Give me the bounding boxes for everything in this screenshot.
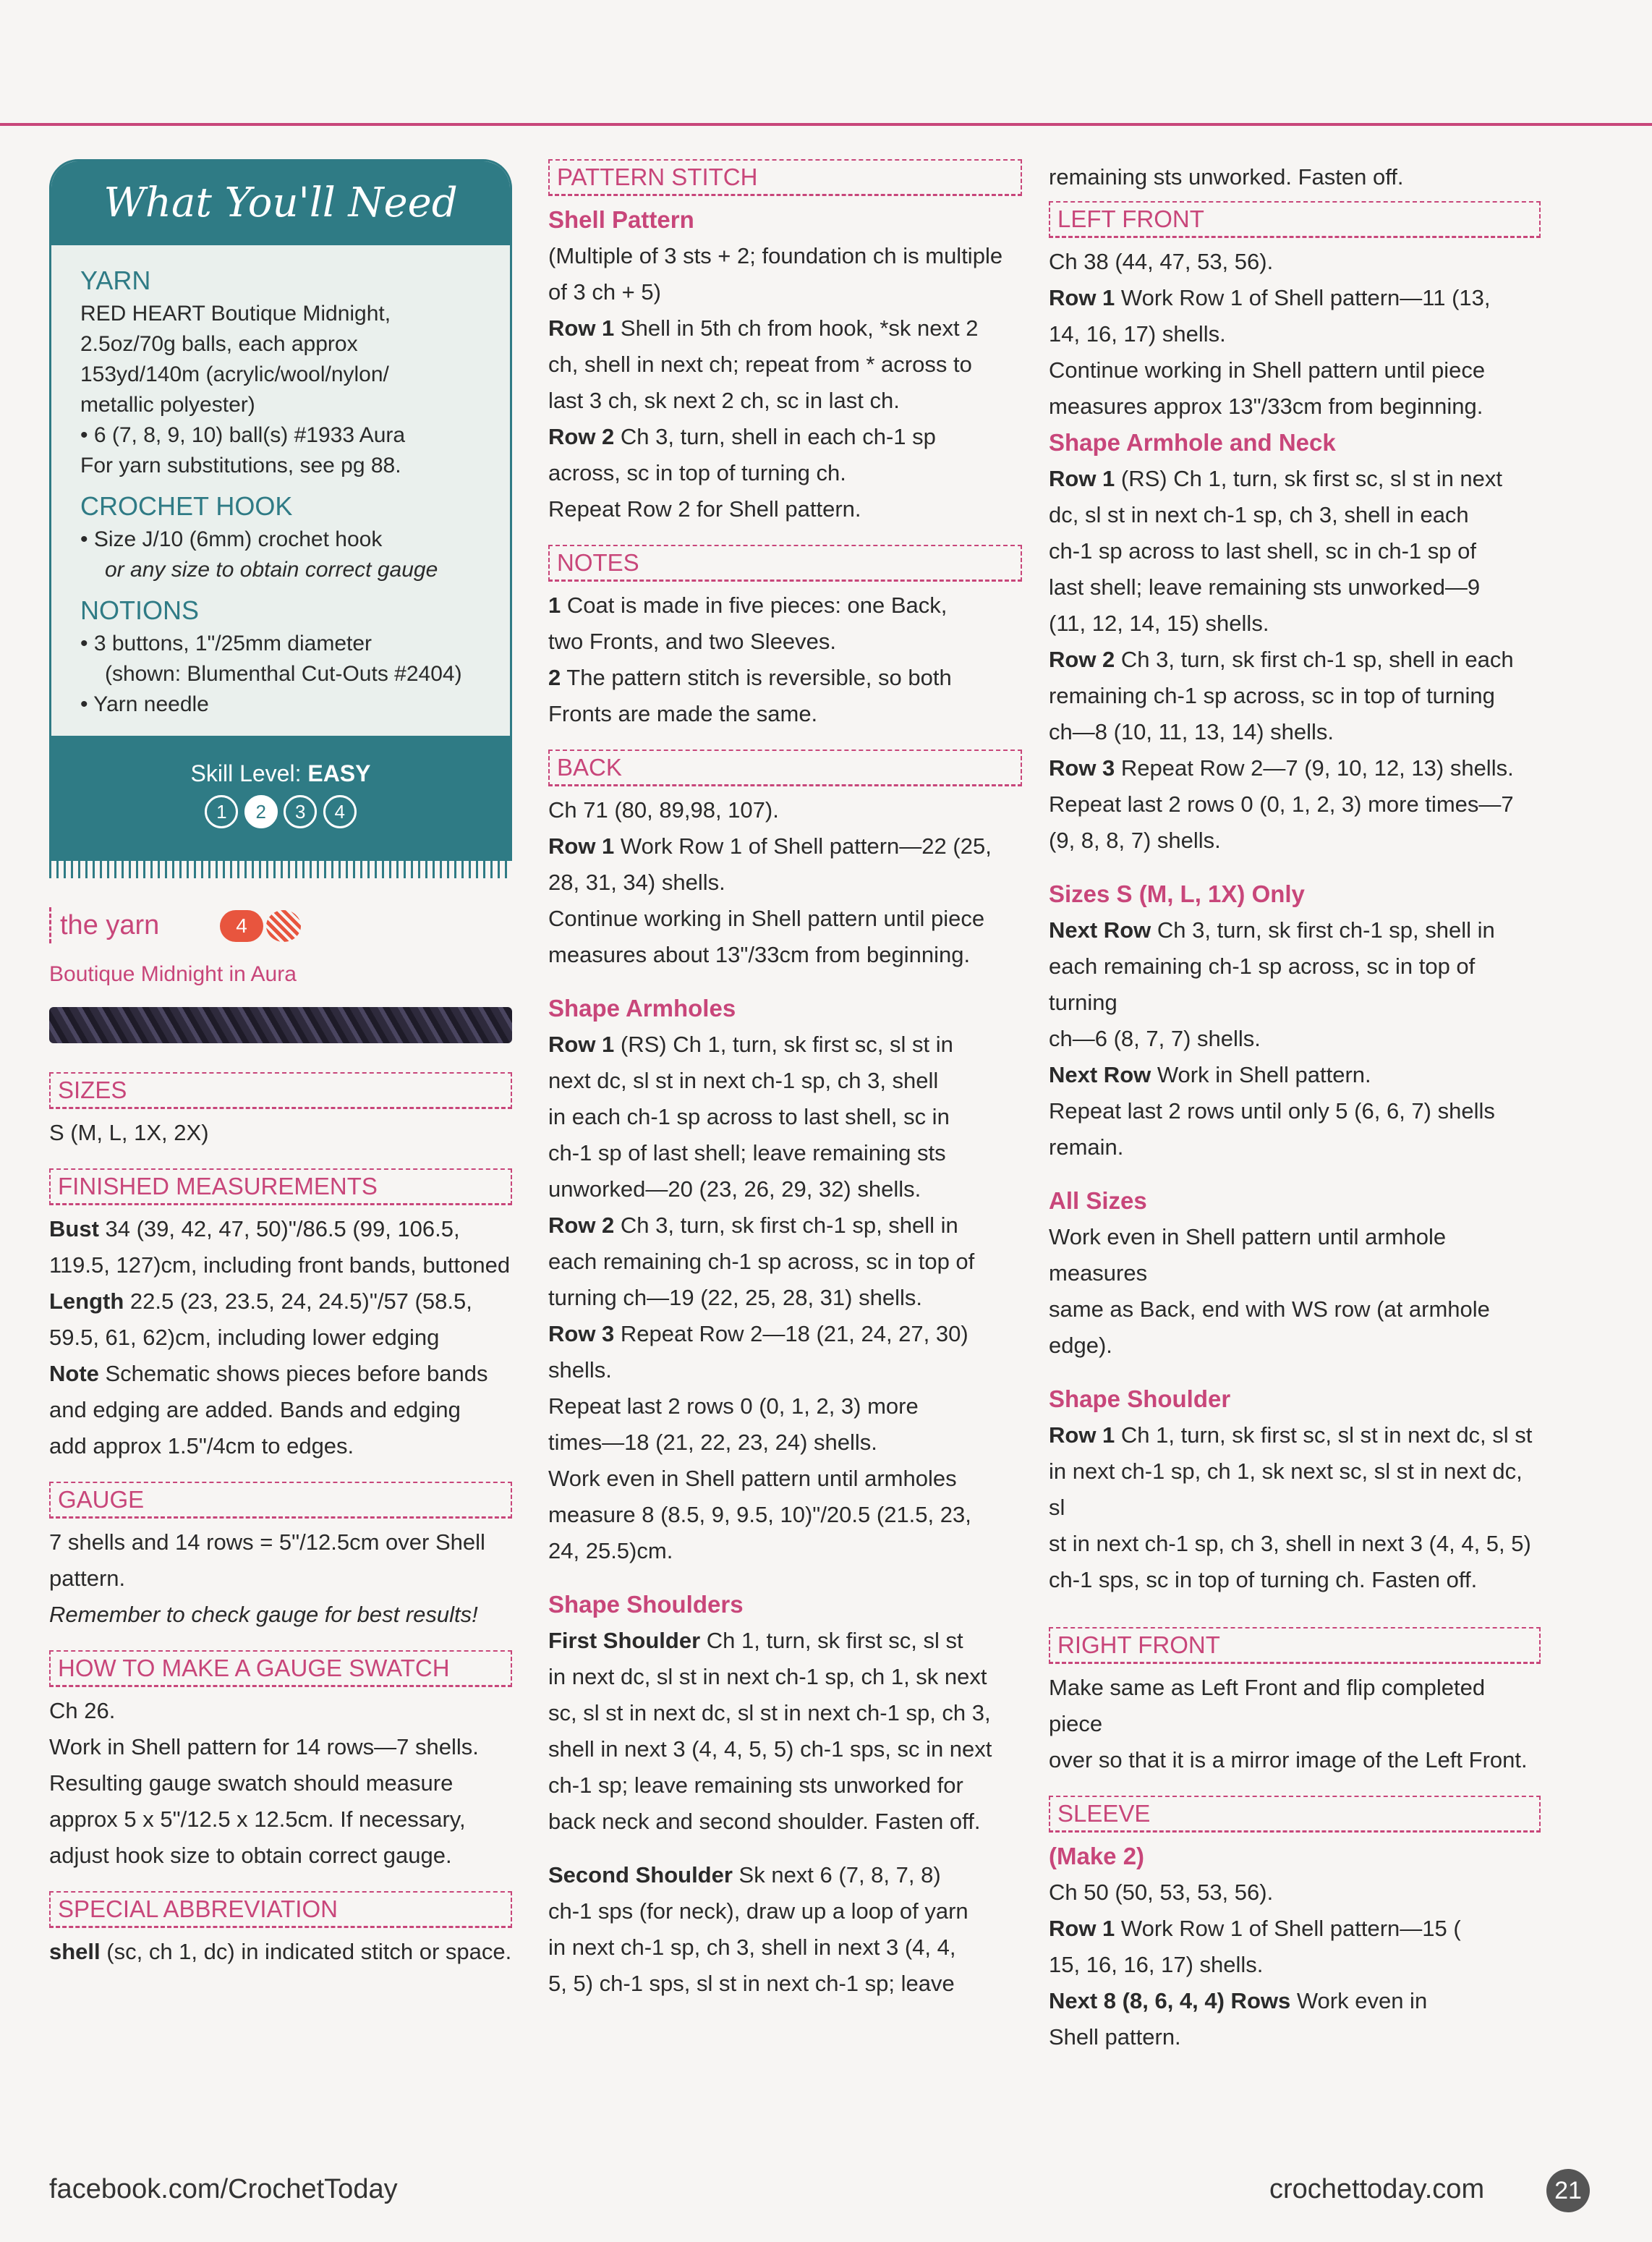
all-sizes-text: edge). [1049,1333,1112,1358]
skill-value: EASY [307,760,371,786]
row-text: Work in Shell pattern. [1151,1062,1371,1087]
back-heading: BACK [548,750,1022,786]
row-text: remaining ch-1 sp across, sc in top of turning [1049,683,1495,708]
row-text: Shell in 5th ch from hook, *sk next 2 [614,315,979,341]
what-you-need-title: What You'll Need [51,161,510,245]
ps-line: (Multiple of 3 sts + 2; foundation ch is multiple [548,243,1003,268]
yarn-weight-badge: 4 [220,910,263,942]
ps-line: of 3 ch + 5) [548,279,661,305]
row-text: ch, shell in next ch; repeat from * across to [548,352,972,377]
row-text: turning ch—19 (22, 25, 28, 31) shells. [548,1285,922,1310]
swatch-line: adjust hook size to obtain correct gauge. [49,1843,452,1868]
row-label: Row 3 [548,1321,615,1346]
skill-dot: 3 [284,795,317,828]
swatch-line: approx 5 x 5"/12.5 x 12.5cm. If necessary, [49,1806,466,1832]
row-text: sc, sl st in next dc, sl st in next ch-1 sp, ch 3, [548,1700,991,1725]
yarn-line: For yarn substitutions, see pg 88. [80,454,401,477]
swatch-line: Resulting gauge swatch should measure [49,1770,454,1796]
row-label: Row 2 [548,424,615,449]
abbr-text: (sc, ch 1, dc) in indicated stitch or space. [100,1939,512,1964]
yarn-heading: YARN [80,266,151,295]
notions-line: (shown: Blumenthal Cut-Outs #2404) [105,662,462,686]
sleeve-text: Ch 50 (50, 53, 53, 56). [1049,1880,1274,1905]
note-text: two Fronts, and two Sleeves. [548,629,837,654]
notions-line: • 3 buttons, 1"/25mm diameter [80,632,372,655]
row-text: shells. [548,1357,612,1383]
row-text: Ch 3, turn, shell in each ch-1 sp [614,424,936,449]
gauge-text: 7 shells and 14 rows = 5"/12.5cm over Shell [49,1529,485,1555]
shape-armholes-heading: Shape Armholes [548,995,736,1022]
row-text: Ch 1, turn, sk first sc, sl st in next dc, sl st [1115,1422,1533,1448]
row-text: last shell; leave remaining sts unworked—9 [1049,574,1481,600]
row-text: Ch 1, turn, sk first sc, sl st [700,1628,963,1653]
row-text: in next ch-1 sp, ch 3, shell in next 3 (4, 4, [548,1935,956,1960]
row-label: Next Row [1049,1062,1151,1087]
row-text: unworked—20 (23, 26, 29, 32) shells. [548,1176,921,1202]
row-label: Next 8 (8, 6, 4, 4) Rows [1049,1988,1291,2013]
all-sizes-heading: All Sizes [1049,1187,1147,1214]
all-sizes-text: same as Back, end with WS row (at armhole [1049,1296,1490,1322]
notes-heading: NOTES [548,545,1022,582]
back-text: Continue working in Shell pattern until piece [548,906,985,931]
armhole-text: measure 8 (8.5, 9, 9.5, 10)"/20.5 (21.5, 23, [548,1502,971,1527]
row-text: ch—8 (10, 11, 13, 14) shells. [1049,719,1334,744]
row-text: Repeat last 2 rows 0 (0, 1, 2, 3) more times—7 [1049,791,1514,817]
yarn-name: Boutique Midnight in Aura [49,962,297,986]
row-text: Ch 3, turn, sk first ch-1 sp, shell in [614,1213,958,1238]
row-text: (RS) Ch 1, turn, sk first sc, sl st in [614,1032,953,1057]
skill-level-bar [51,736,510,859]
row-text: ch-1 sps, sc in top of turning ch. Fasten off. [1049,1567,1478,1592]
footer-site-link[interactable]: crochettoday.com [1269,2174,1485,2204]
row-text: ch-1 sp of last shell; leave remaining sts [548,1140,946,1165]
row-text: Work Row 1 of Shell pattern—15 ( [1115,1916,1461,1941]
yarn-line: metallic polyester) [80,393,255,417]
shape-armhole-neck-heading: Shape Armhole and Neck [1049,429,1336,456]
row-text: Ch 3, turn, sk first ch-1 sp, shell in each [1115,647,1514,672]
row-text: Repeat Row 2—18 (21, 24, 27, 30) [614,1321,968,1346]
yarn-ball-icon [266,910,301,942]
gauge-reminder: Remember to check gauge for best results! [49,1602,478,1627]
row-text: (11, 12, 14, 15) shells. [1049,611,1269,636]
back-text: measures about 13"/33cm from beginning. [548,942,971,967]
column-3 [1049,159,1541,2055]
row-label: First Shoulder [548,1628,701,1653]
note-text: Coat is made in five pieces: one Back, [561,593,948,618]
row-label: Row 1 [548,833,615,859]
shell-pattern-heading: Shell Pattern [548,206,694,233]
notions-heading: NOTIONS [80,595,200,625]
abbr-term: shell [49,1939,101,1964]
rf-text: Make same as Left Front and flip completed piece [1049,1675,1486,1736]
pattern-stitch-heading: PATTERN STITCH [548,159,1022,196]
sizes-text: Repeat last 2 rows until only 5 (6, 6, 7) shells [1049,1098,1495,1124]
armhole-text: Repeat last 2 rows 0 (0, 1, 2, 3) more [548,1393,919,1419]
yarn-sample-image [49,1007,512,1043]
note-text: The pattern stitch is reversible, so both [561,665,952,690]
bust-label: Bust [49,1216,99,1241]
rf-text: over so that it is a mirror image of the Left Front. [1049,1747,1528,1772]
sizes-text: S (M, L, 1X, 2X) [49,1120,209,1145]
gauge-text: pattern. [49,1566,126,1591]
row-text: Repeat Row 2 for Shell pattern. [548,496,861,522]
row-label: Next Row [1049,917,1151,943]
row-text: ch-1 sps (for neck), draw up a loop of yarn [548,1898,968,1924]
row-text: last 3 ch, sk next 2 ch, sc in last ch. [548,388,900,413]
right-front-heading: RIGHT FRONT [1049,1627,1541,1664]
sizes-text: remain. [1049,1134,1124,1160]
finished-measurements-heading: FINISHED MEASUREMENTS [49,1168,512,1205]
skill-dot: 4 [323,795,357,828]
row-text: Ch 3, turn, sk first ch-1 sp, shell in [1151,917,1495,943]
row-text: across, sc in top of turning ch. [548,460,846,485]
row-label: Row 1 [548,1032,615,1057]
row-label: Row 1 [1049,285,1115,310]
row-text: 5, 5) ch-1 sps, sl st in next ch-1 sp; leave [548,1971,955,1996]
hook-line: • Size J/10 (6mm) crochet hook [80,527,383,551]
page-number: 21 [1546,2169,1590,2212]
row-label: Row 2 [548,1213,615,1238]
note-label: Note [49,1361,99,1386]
row-label: Row 1 [1049,466,1115,491]
row-label: Row 2 [1049,647,1115,672]
note-number: 1 [548,593,561,618]
row-text: 14, 16, 17) shells. [1049,321,1226,347]
note-text: Schematic shows pieces before bands [98,1361,488,1386]
lf-text: measures approx 13"/33cm from beginning. [1049,394,1483,419]
lf-text: Continue working in Shell pattern until piece [1049,357,1486,383]
row-text: Work Row 1 of Shell pattern—22 (25, [614,833,992,859]
bust-text-2: 119.5, 127)cm, including front bands, buttoned [49,1252,511,1278]
continued-text: remaining sts unworked. Fasten off. [1049,164,1404,190]
bust-text: 34 (39, 42, 47, 50)"/86.5 (99, 106.5, [98,1216,460,1241]
sizes-heading: SIZES [49,1072,512,1109]
sleeve-heading: SLEEVE [1049,1796,1541,1833]
yarn-line: 153yd/140m (acrylic/wool/nylon/ [80,362,389,386]
swatch-line: Ch 26. [49,1698,116,1723]
row-text: dc, sl st in next ch-1 sp, ch 3, shell in each [1049,502,1469,527]
notions-line: • Yarn needle [80,692,209,716]
footer-facebook-link[interactable]: facebook.com/CrochetToday [49,2174,398,2204]
yarn-line: • 6 (7, 8, 9, 10) ball(s) #1933 Aura [80,423,406,447]
yarn-tag: the yarn [49,907,159,943]
row-label: Row 1 [1049,1916,1115,1941]
row-text: each remaining ch-1 sp across, sc in top of turning [1049,954,1476,1015]
row-text: in next dc, sl st in next ch-1 sp, ch 1, sk next [548,1664,987,1689]
note-number: 2 [548,665,561,690]
armhole-text: 24, 25.5)cm. [548,1538,673,1563]
sizes-only-heading: Sizes S (M, L, 1X) Only [1049,880,1305,907]
row-text: Shell pattern. [1049,2024,1181,2050]
row-text: Work Row 1 of Shell pattern—11 (13, [1115,285,1491,310]
shape-shoulders-heading: Shape Shoulders [548,1591,744,1618]
hook-heading: CROCHET HOOK [80,491,293,521]
row-text: ch-1 sp; leave remaining sts unworked for [548,1772,963,1798]
row-text: st in next ch-1 sp, ch 3, shell in next 3 (4, 4, 5, 5) [1049,1531,1531,1556]
row-text: Work even in [1290,1988,1428,2013]
back-text: Ch 71 (80, 89,98, 107). [548,797,779,823]
what-you-need-box [49,159,512,861]
gauge-heading: GAUGE [49,1482,512,1519]
left-front-heading: LEFT FRONT [1049,201,1541,238]
note-text-2: and edging are added. Bands and edging [49,1397,461,1422]
shape-shoulder-heading: Shape Shoulder [1049,1385,1231,1412]
row-text: Repeat Row 2—7 (9, 10, 12, 13) shells. [1115,755,1514,781]
special-abbreviation-heading: SPECIAL ABBREVIATION [49,1891,512,1928]
yarn-line: RED HEART Boutique Midnight, [80,302,391,326]
lf-text: Ch 38 (44, 47, 53, 56). [1049,249,1274,274]
row-text: in next ch-1 sp, ch 1, sk next sc, sl st in next dc, sl [1049,1458,1523,1520]
row-label: Row 3 [1049,755,1115,781]
swatch-line: Work in Shell pattern for 14 rows—7 shells. [49,1734,479,1759]
length-text-2: 59.5, 61, 62)cm, including lower edging [49,1325,440,1350]
header-rule [0,123,1652,126]
skill-dot: 1 [205,795,238,828]
skill-label: Skill Level: [190,760,302,786]
row-text: ch-1 sp across to last shell, sc in ch-1 sp of [1049,538,1476,564]
row-text: shell in next 3 (4, 4, 5, 5) ch-1 sps, sc in next [548,1736,992,1762]
yarn-tag-row [49,907,512,951]
row-label: Row 1 [548,315,615,341]
row-text: back neck and second shoulder. Fasten off. [548,1809,981,1834]
yarn-line: 2.5oz/70g balls, each approx [80,332,358,356]
column-1 [49,159,512,1970]
armhole-text: times—18 (21, 22, 23, 24) shells. [548,1430,877,1455]
skill-dot-active: 2 [244,795,278,828]
box-fringe [49,861,512,878]
gauge-swatch-heading: HOW TO MAKE A GAUGE SWATCH [49,1650,512,1687]
row-text: each remaining ch-1 sp across, sc in top of [548,1249,975,1274]
note-text-3: add approx 1.5"/4cm to edges. [49,1433,354,1458]
all-sizes-text: Work even in Shell pattern until armhole measures [1049,1224,1447,1286]
note-text: Fronts are made the same. [548,701,818,726]
row-text: (9, 8, 8, 7) shells. [1049,828,1221,853]
row-text: in each ch-1 sp across to last shell, sc in [548,1104,950,1129]
armhole-text: Work even in Shell pattern until armholes [548,1466,957,1491]
row-text: 15, 16, 16, 17) shells. [1049,1952,1264,1977]
row-text: next dc, sl st in next ch-1 sp, ch 3, shell [548,1068,939,1093]
row-text: 28, 31, 34) shells. [548,870,725,895]
length-text: 22.5 (23, 23.5, 24, 24.5)"/57 (58.5, [124,1288,472,1314]
row-label: Row 1 [1049,1422,1115,1448]
row-label: Second Shoulder [548,1862,733,1888]
row-text: Sk next 6 (7, 8, 7, 8) [732,1862,941,1888]
hook-gauge-note: or any size to obtain correct gauge [105,558,438,582]
skill-dots [51,795,510,828]
row-text: ch—6 (8, 7, 7) shells. [1049,1026,1261,1051]
row-text: (RS) Ch 1, turn, sk first sc, sl st in next [1115,466,1503,491]
column-2 [548,159,1022,2002]
make-2-label: (Make 2) [1049,1843,1145,1869]
length-label: Length [49,1288,124,1314]
